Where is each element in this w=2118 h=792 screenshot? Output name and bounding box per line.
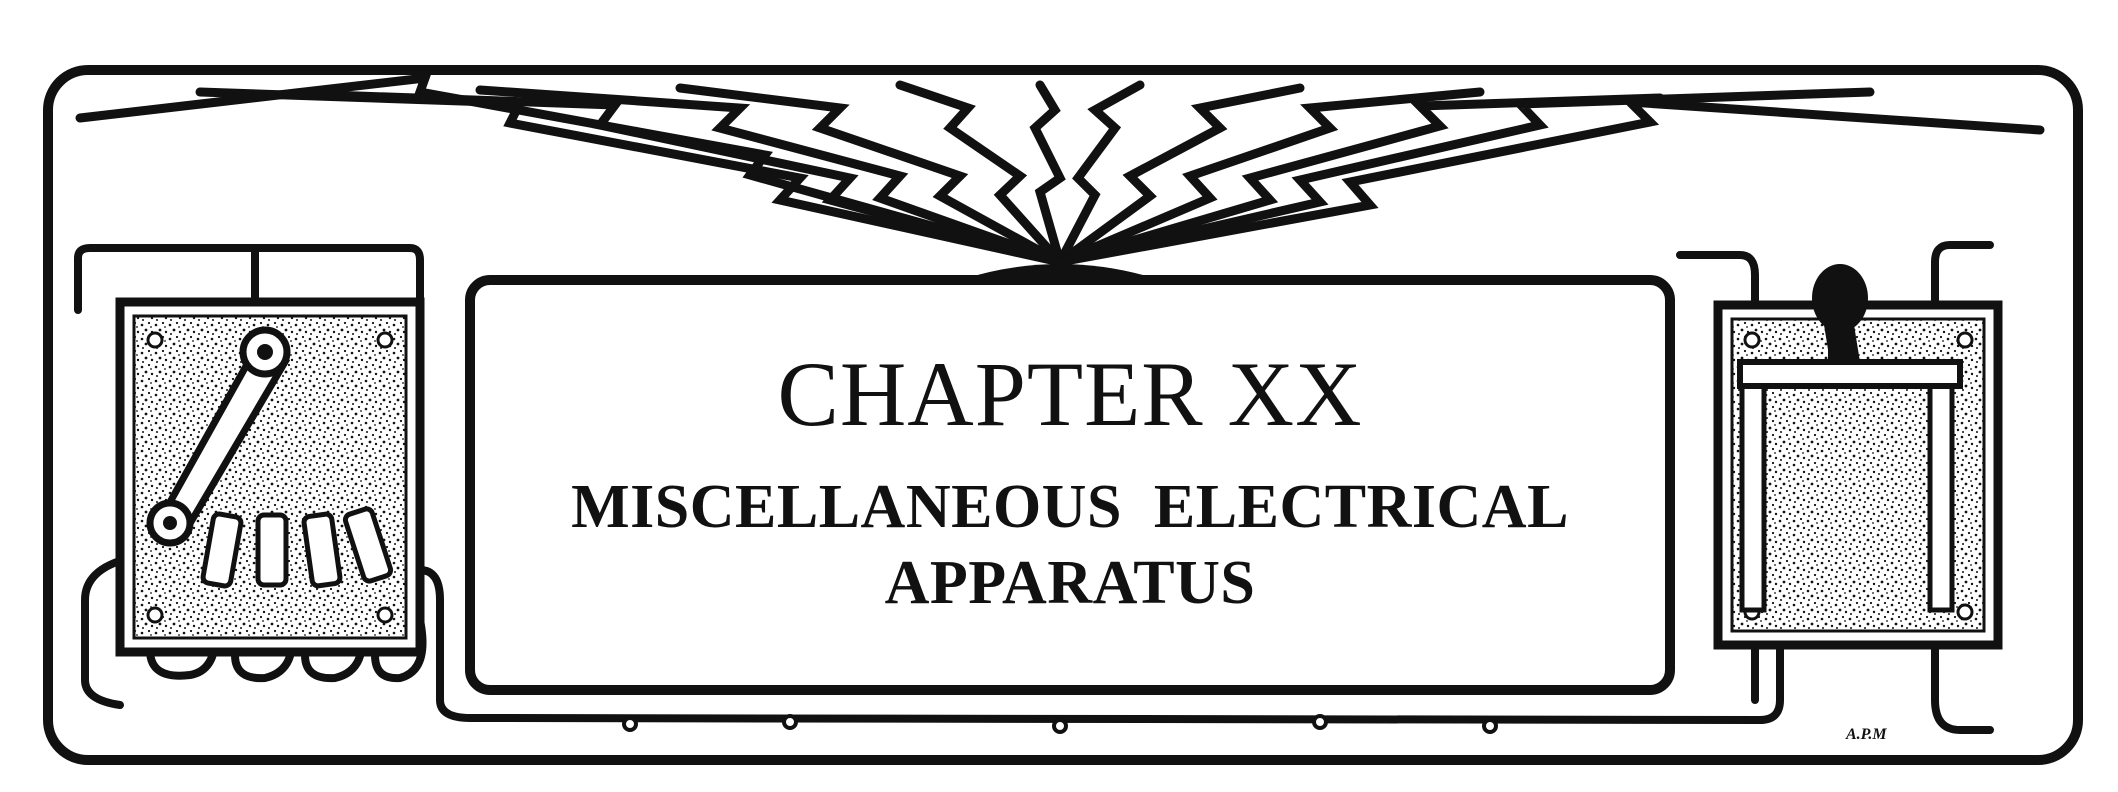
knife-switch: [1718, 264, 1998, 645]
lightning-rays: [80, 78, 2040, 262]
title-panel: [470, 275, 1670, 695]
chapter-subtitle-line-1: MISCELLANEOUS ELECTRICAL: [571, 473, 1569, 542]
rheostat-switch: [120, 302, 420, 652]
chapter-subtitle-line-2: APPARATUS: [884, 549, 1256, 617]
chapter-title: CHAPTER XX: [777, 343, 1363, 446]
artist-signature: A.P.M: [1846, 726, 1887, 743]
